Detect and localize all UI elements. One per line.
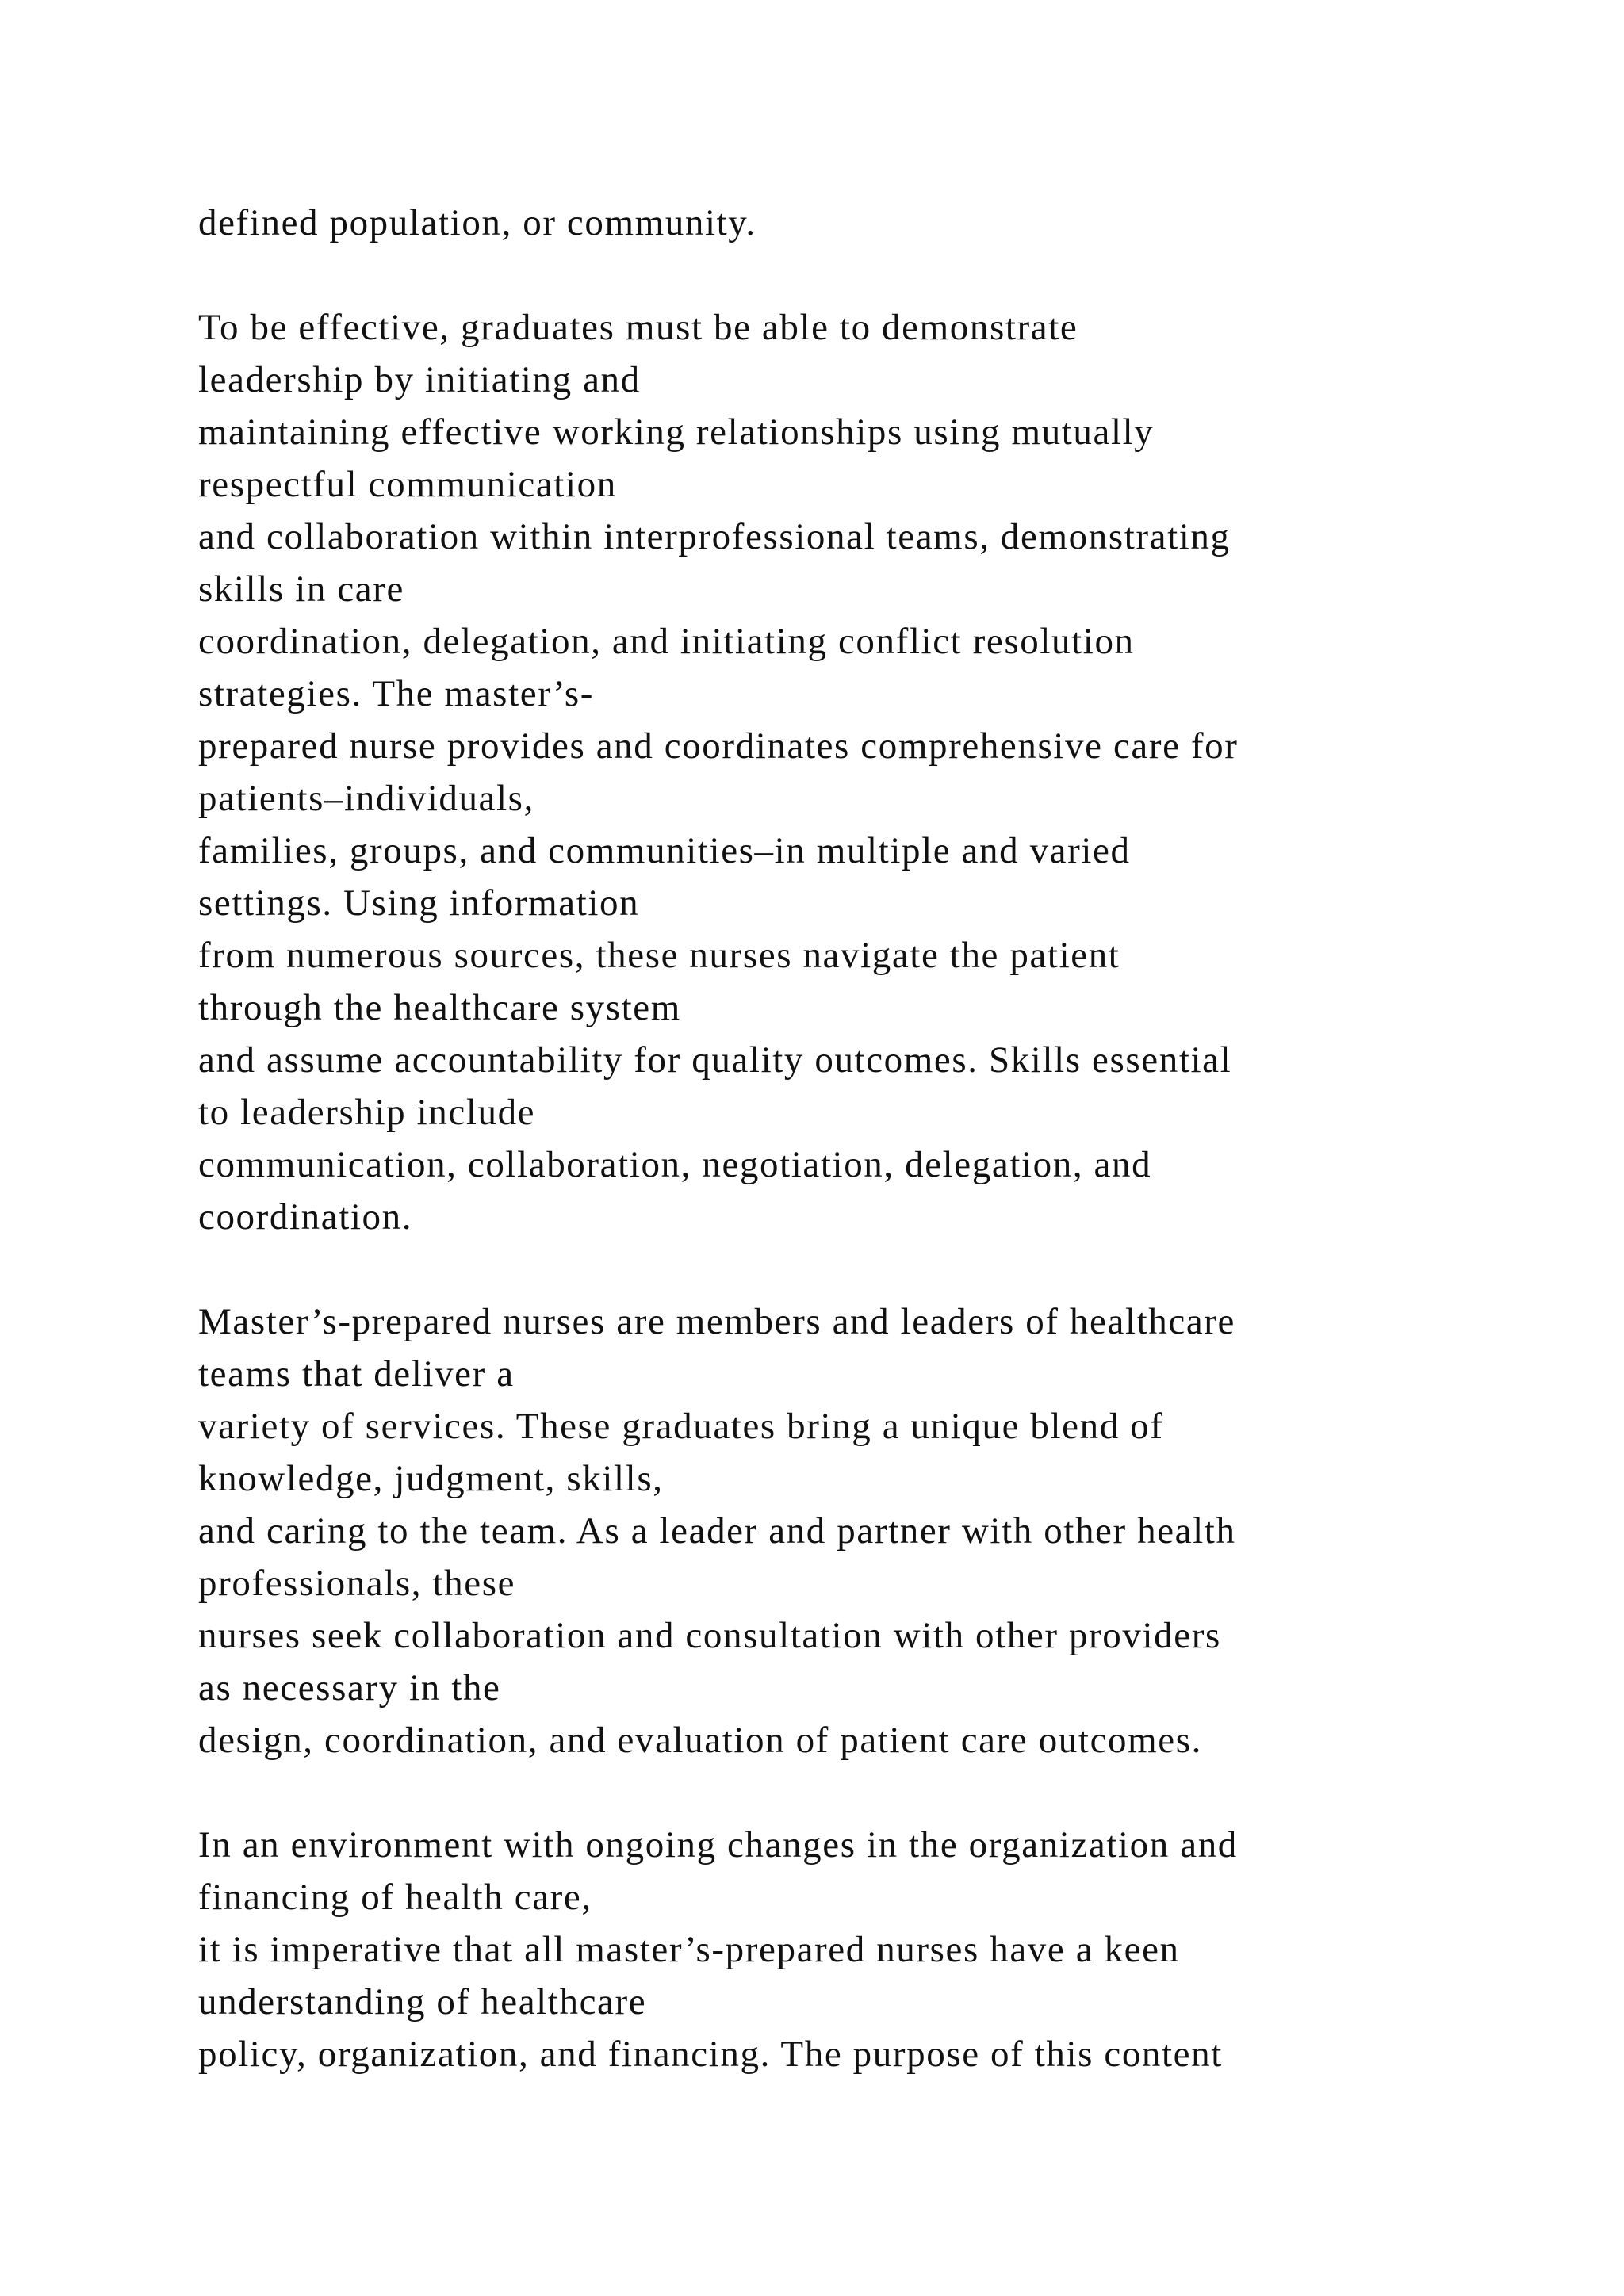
text-line: skills in care: [198, 568, 404, 610]
text-line: prepared nurse provides and coordinates comprehensive care for: [198, 725, 1239, 767]
text-line: nurses seek collaboration and consultation with other providers: [198, 1615, 1221, 1656]
text-line: Master’s-prepared nurses are members and leaders of healthcare: [198, 1301, 1236, 1342]
text-line: through the healthcare system: [198, 987, 681, 1028]
text-line: defined population, or community.: [198, 202, 756, 243]
text-line: leadership by initiating and: [198, 359, 641, 400]
text-line: to leadership include: [198, 1092, 536, 1133]
text-line: strategies. The master’s-: [198, 673, 594, 714]
text-line: knowledge, judgment, skills,: [198, 1458, 664, 1499]
text-line: and caring to the team. As a leader and partner with other health: [198, 1510, 1236, 1552]
text-line: and collaboration within interprofessional teams, demonstrating: [198, 516, 1231, 557]
text-line: settings. Using information: [198, 882, 640, 924]
text-line: teams that deliver a: [198, 1353, 515, 1395]
text-line: professionals, these: [198, 1563, 516, 1604]
text-line: maintaining effective working relationships using mutually: [198, 411, 1155, 453]
text-line: design, coordination, and evaluation of patient care outcomes.: [198, 1720, 1202, 1761]
text-line: as necessary in the: [198, 1667, 501, 1709]
text-line: coordination.: [198, 1196, 413, 1238]
text-line: from numerous sources, these nurses navigate the patient: [198, 935, 1120, 976]
text-line: policy, organization, and financing. The purpose of this content: [198, 2034, 1223, 2075]
text-line: coordination, delegation, and initiating conflict resolution: [198, 621, 1135, 662]
text-line: To be effective, graduates must be able to demonstrate: [198, 307, 1078, 348]
text-line: families, groups, and communities–in multiple and varied: [198, 830, 1131, 871]
text-line: and assume accountability for quality outcomes. Skills essential: [198, 1039, 1232, 1081]
text-line: financing of health care,: [198, 1877, 592, 1918]
text-line: In an environment with ongoing changes in the organization and: [198, 1824, 1238, 1866]
text-line: it is imperative that all master’s-prepared nurses have a keen: [198, 1929, 1180, 1970]
paragraph-break: [198, 1766, 1594, 1819]
text-line: respectful communication: [198, 464, 617, 505]
document-body-text: [198, 197, 1594, 2080]
text-line: variety of services. These graduates bring a unique blend of: [198, 1406, 1164, 1447]
paragraph-break: [198, 1243, 1594, 1295]
paragraph-break: [198, 249, 1594, 301]
text-line: understanding of healthcare: [198, 1981, 647, 2022]
text-line: communication, collaboration, negotiation, delegation, and: [198, 1144, 1152, 1185]
text-line: patients–individuals,: [198, 778, 534, 819]
